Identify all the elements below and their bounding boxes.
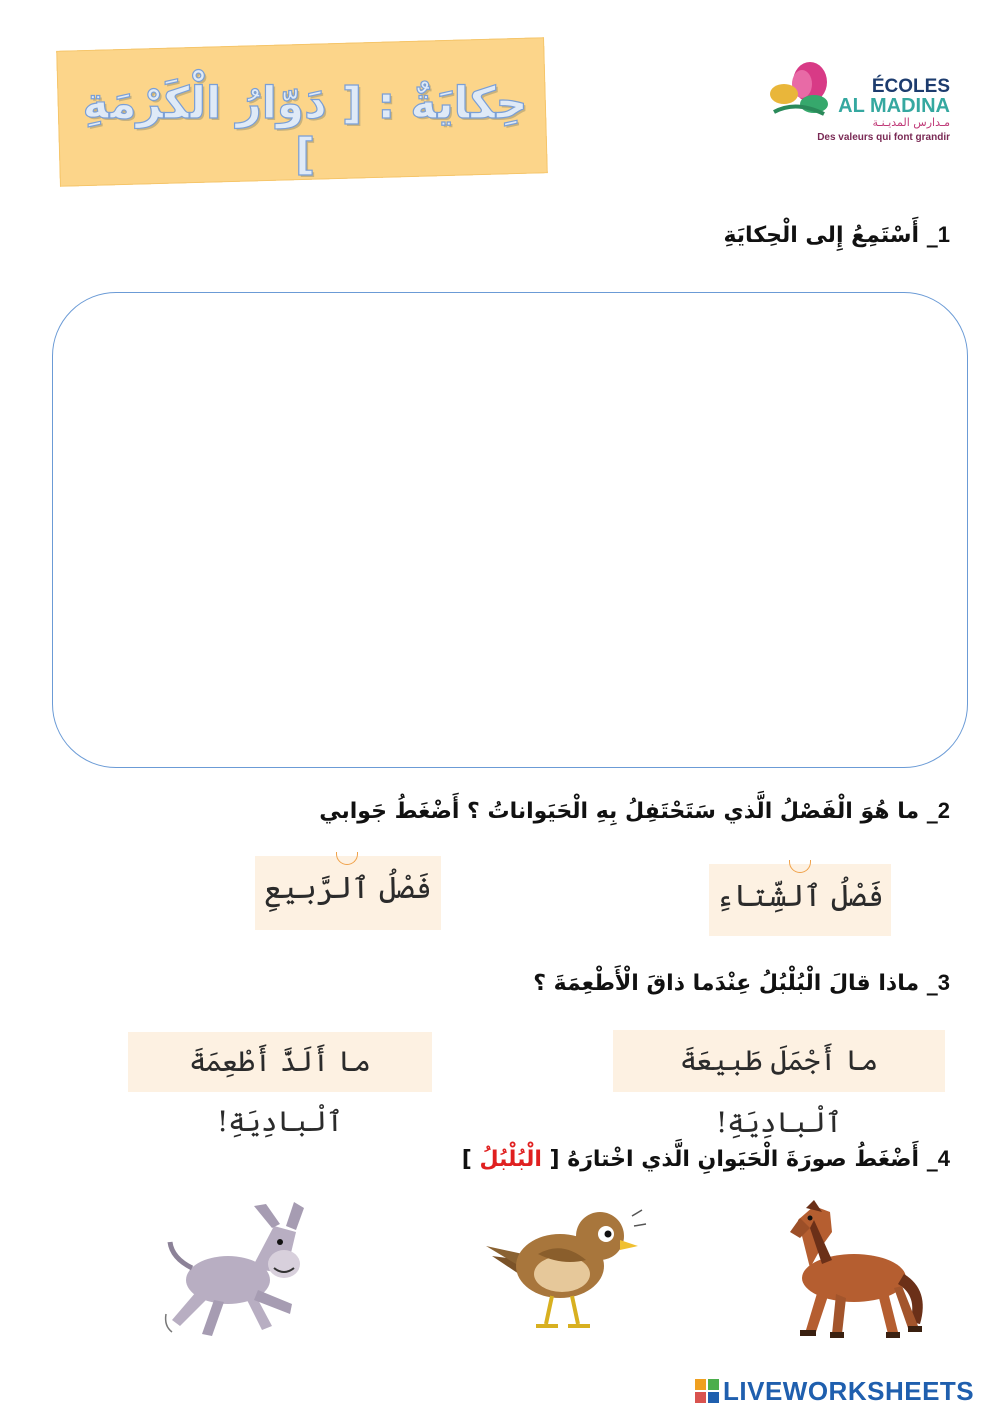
question-4-highlight: الْبُلْبُلُ [479,1147,542,1172]
question-2 [319,798,950,824]
question-2-number: 2 [937,798,950,823]
question-3-text: _ ماذا قالَ الْبُلْبُلُ عِنْدَما ذاقَ الْأَطْعِمَةَ ؟ [533,971,938,996]
question-4 [462,1146,950,1172]
page-title: حِكايَةٌ : [ دَوّارُ الْكَرْمَةِ ] [82,78,528,180]
question-1 [723,222,950,248]
story-audio-box[interactable] [52,292,968,768]
question-1-text: _ أَسْتَمِعُ إِلى الْحِكايَةِ [723,223,938,248]
logo-brand-line1: ÉCOLES [871,76,950,97]
q3-choice-nature-label: ما أَجْمَلَ طَبيعَةَ ٱلْبادِيَةِ! [679,1044,879,1139]
question-3-number: 3 [937,970,950,995]
question-4-text: _ أَضْغَطُ صورَةَ الْحَيَوانِ الَّذي اخْتارَهُ [ [549,1147,938,1172]
q2-choice-spring[interactable] [255,856,441,930]
question-2-text: _ ما هُوَ الْفَصْلُ الَّذي سَتَحْتَفِلُ بِهِ الْحَيَواناتُ ؟ أَضْغَطُ جَوابي [319,799,938,824]
liveworksheets-brand [695,1376,995,1406]
q3-choice-food[interactable] [128,1032,432,1138]
liveworksheets-logo-icon [695,1379,719,1403]
school-logo [760,58,950,150]
q3-choice-food-label: ما أَلَذَّ أَطْعِمَةَ ٱلْبادِيَةِ! [189,1045,371,1138]
question-4-closing: ] [461,1147,472,1172]
q3-choice-nature[interactable] [613,1030,945,1139]
question-4-number: 4 [937,1146,950,1171]
q2-choice-winter-label: فَصْلُ ٱلشِّتاءِ [716,879,884,914]
horse-image[interactable] [770,1198,934,1342]
liveworksheets-text: LIVEWORKSHEETS [723,1376,975,1406]
bird-image[interactable] [482,1200,648,1342]
donkey-image[interactable] [162,1202,312,1342]
question-3 [533,970,950,996]
q2-choice-spring-label: فَصْلُ ٱلرَّبيعِ [264,871,432,906]
logo-tagline: Des valeurs qui font grandir [817,132,950,143]
logo-brand-line2: AL MADINA [838,95,950,117]
q2-choice-winter[interactable] [709,864,891,936]
logo-brand-arabic: مـدارس المديـنـة [872,116,950,129]
question-1-number: 1 [937,222,950,247]
